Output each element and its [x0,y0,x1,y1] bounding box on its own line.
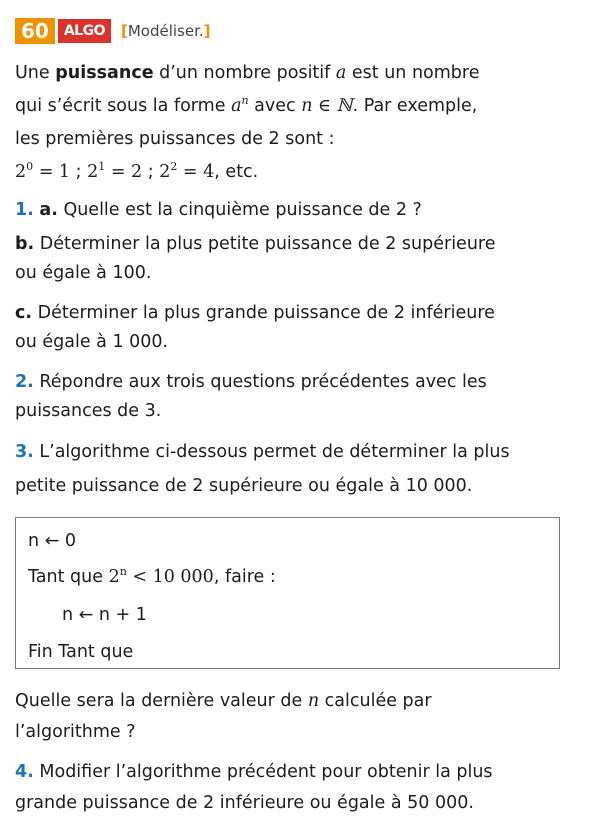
intro-line-1 [15,57,479,90]
question-letter: b. [15,234,35,254]
separator: ; [142,162,160,182]
question-number: 3. [15,442,34,462]
question-4 [15,758,493,787]
question-text: L’algorithme ci-dessous permet de déterminer la plus [33,442,510,462]
question-text: Modifier l’algorithme précédent pour obtenir la plus [33,762,493,782]
competence-label [121,22,211,40]
intro-text: avec [248,96,302,116]
algorithm-line-end: Fin Tant que [28,642,134,662]
competence-text: Modéliser. [127,22,204,40]
algorithm-line-while [28,567,276,587]
question-text: Déterminer la plus grande puissance de 2 inférieure [32,303,495,323]
intro-text: est un nombre [346,63,480,83]
math-base: 2 [87,162,99,182]
algorithm-line-init: n ← 0 [28,531,77,551]
intro-examples [15,156,258,189]
math-condition: < 10 000 [126,567,214,587]
math-exponent: 2 [170,160,178,173]
question-letter: a. [39,200,58,220]
math-base: a [231,96,242,116]
question-1c [15,299,495,328]
question-1c-cont: ou égale à 1 000. [15,332,169,352]
math-variable-a: a [335,63,347,83]
algorithm-box [15,517,560,669]
question-text: Quelle est la cinquième puissance de 2 ? [57,200,422,220]
math-exponent: 1 [98,160,106,173]
follow-up-question [15,687,432,716]
separator: ; [70,162,88,182]
algorithm-keyword: Tant que [28,567,109,587]
question-3-cont: petite puissance de 2 supérieure ou égale à 10 000. [15,476,473,496]
question-letter: c. [15,303,33,323]
question-text: Déterminer la plus petite puissance de 2 supérieure [34,234,496,254]
math-value: = 4 [177,162,215,182]
intro-text: , etc. [214,162,259,182]
competence-close: ] [203,22,211,40]
question-1b [15,230,496,259]
math-exponent: n [119,565,127,578]
math-value: = 2 [105,162,143,182]
question-number: 4. [15,762,34,782]
intro-text: d’un nombre positif [153,63,336,83]
math-base: 2 [15,162,27,182]
question-text: Quelle sera la dernière valeur de [15,691,308,711]
question-4-cont: grande puissance de 2 inférieure ou égale à 50 000. [15,793,474,813]
intro-term-bold: puissance [55,63,154,83]
question-3 [15,438,510,467]
intro-text: qui s’écrit sous la forme [15,96,232,116]
question-2 [15,368,487,397]
exercise-header [15,18,211,44]
math-exponent: n [241,94,249,107]
math-n-in-N: n ∈ ℕ [301,96,353,116]
competence-open: [ [121,22,128,40]
exercise-number-badge: 60 [15,18,55,44]
question-text: calculée par [319,691,432,711]
intro-line-2 [15,90,477,123]
math-exponent: 0 [26,160,34,173]
question-1a [15,196,422,225]
algo-tag-badge: ALGO [58,19,111,43]
intro-text: Une [15,63,56,83]
question-1b-cont: ou égale à 100. [15,263,152,283]
follow-up-question-cont: l’algorithme ? [15,722,136,742]
question-text: Répondre aux trois questions précédentes avec les [33,372,487,392]
math-variable-n: n [307,691,320,711]
math-base: 2 [159,162,171,182]
intro-line-3: les premières puissances de 2 sont : [15,129,335,149]
intro-text: . Par exemple, [352,96,478,116]
question-number: 1. [15,200,34,220]
question-2-cont: puissances de 3. [15,401,162,421]
algorithm-line-increment: n ← n + 1 [62,605,147,625]
question-number: 2. [15,372,34,392]
math-base: 2 [108,567,120,587]
math-value: = 1 [33,162,71,182]
algorithm-keyword: , faire : [213,567,276,587]
